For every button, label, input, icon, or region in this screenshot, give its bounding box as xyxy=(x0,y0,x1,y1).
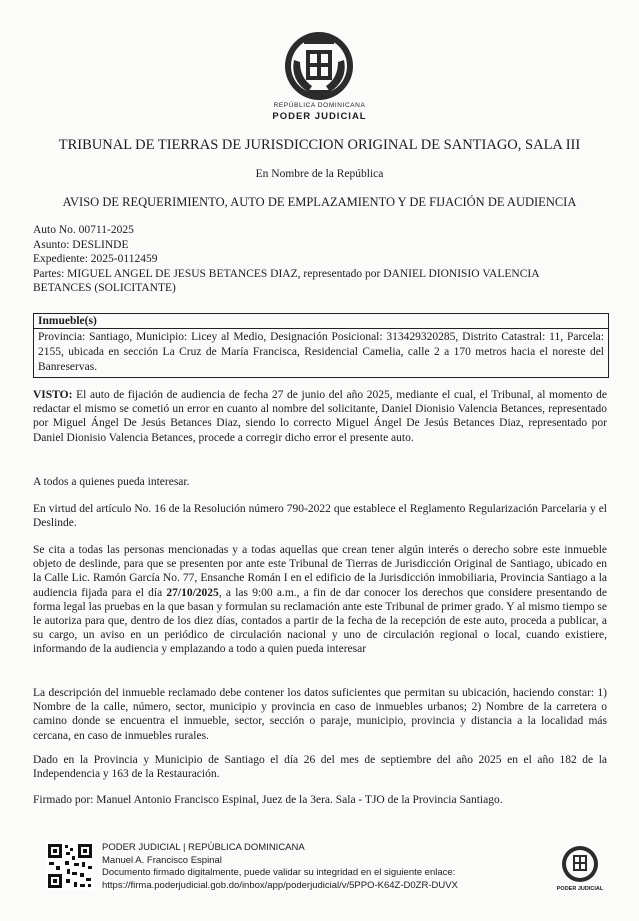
footer-seal-label: PODER JUDICIAL xyxy=(556,886,604,892)
coat-of-arms-small-icon xyxy=(560,844,600,884)
parties-line-1: Partes: MIGUEL ANGEL DE JESUS BETANCES DIAZ, representado por DANIEL DIONISIO VALENCIA xyxy=(33,267,540,280)
auto-number: Auto No. 00711-2025 xyxy=(33,224,134,236)
case-file: Expediente: 2025-0112459 xyxy=(33,253,158,265)
qr-code-icon[interactable] xyxy=(46,842,94,890)
to-all-paragraph: A todos a quienes pueda interesar. xyxy=(33,476,190,488)
virtue-paragraph: En virtud del artículo No. 16 de la Resolución número 790-2022 que establece el Reglamento Regularización Parcelaria y el Deslinde. xyxy=(33,503,607,530)
visto-label: VISTO: xyxy=(33,389,73,401)
footer-signer: Manuel A. Francisco Espinal xyxy=(102,854,222,866)
property-description: Provincia: Santiago, Municipio: Licey al Medio, Designación Posicional: 313429320285, Distrito Catastral: 11, Parcela: 2155, ubicada en sección La Cruz de María Francisca, Residencial Camelia, calle 2 a 170 metros hacia el noreste del Banreservas. xyxy=(38,331,604,373)
institution-label: PODER JUDICIAL xyxy=(272,111,367,122)
in-name-line: En Nombre de la República xyxy=(255,168,384,180)
notice-title: AVISO DE REQUERIMIENTO, AUTO DE EMPLAZAMIENTO Y DE FIJACIÓN DE AUDIENCIA xyxy=(62,195,577,209)
case-metadata xyxy=(33,223,613,296)
republic-label: REPÚBLICA DOMINICANA xyxy=(273,102,366,109)
parties-line-2: BETANCES (SOLICITANTE) xyxy=(33,282,176,294)
coat-of-arms-icon xyxy=(282,30,356,104)
citation-part-2: , a las 9:00 a.m., a fin de dar conocer los derechos que considere presentando de forma legal las pruebas en la que basan y formulan su reclamación ante este Tribunal de primer grado. Y al mismo tiempo se le autoriza para que, dentro de los diez días, contados a partir de la fecha de la recepción de este auto, proceda a publicar, a su cargo, un aviso en un periódico de circulación nacional y uno de circulación regional o local, cuando existiere, informando de la audiencia y emplazando a todo a quien pueda interesar xyxy=(33,586,607,656)
visto-paragraph xyxy=(33,388,607,445)
given-paragraph: Dado en la Provincia y Municipio de Santiago el día 26 del mes de septiembre del año 2025 en el año 182 de la Independencia y 163 de la Restauración. xyxy=(33,754,607,781)
footer-validation-link[interactable]: https://firma.poderjudicial.gob.do/inbox/app/poderjudicial/v/5PPO-K64Z-D0ZR-DUVX xyxy=(102,879,458,891)
subject: Asunto: DESLINDE xyxy=(33,238,129,251)
property-heading: Inmueble(s) xyxy=(34,314,608,329)
hearing-date: 27/10/2025 xyxy=(166,586,219,599)
footer-text xyxy=(102,842,458,892)
signed-paragraph: Firmado por: Manuel Antonio Francisco Espinal, Juez de la 3era. Sala - TJO de la Provincia Santiago. xyxy=(33,794,503,806)
court-title: TRIBUNAL DE TIERRAS DE JURISDICCION ORIGINAL DE SANTIAGO, SALA III xyxy=(58,137,581,153)
footer-notice: Documento firmado digitalmente, puede validar su integridad en el siguiente enlace: xyxy=(102,867,456,878)
property-box xyxy=(33,313,609,378)
citation-part-1: Se cita a todas las personas mencionadas y a todas aquellas que crean tener algún interés o derecho sobre este inmueble objeto de deslinde, para que se presenten por ante este Tribunal de Tierras de Jurisdicción Original de Santiago, ubicado en la Calle Lic. Ramón García No. 77, Ensanche Román I en el edificio de la Jurisdicción inmobiliaria, Provincia Santiago a la audiencia fijada para el día xyxy=(33,544,607,599)
description-requirements: La descripción del inmueble reclamado debe contener los datos suficientes que permitan su ubicación, haciendo constar: 1) Nombre de la calle, número, sector, municipio y provincia en caso de inmuebles urbanos; 2) Nombre de la carretera o camino donde se encuentra el inmueble, sector, sección o paraje, municipio, provincia y distancia a la localidad más cercana, en caso de inmuebles rurales. xyxy=(33,687,607,742)
footer-institution: PODER JUDICIAL | REPÚBLICA DOMINICANA xyxy=(102,842,305,853)
citation-paragraph xyxy=(33,543,607,657)
visto-text: El auto de fijación de audiencia de fecha 27 de junio del año 2025, mediante el cual, el Tribunal, al momento de redactar el mismo se cometió un error en cuanto al nombre del solicitante, Daniel Dionisio Valencia Betances, representado por Miguel Ángel De Jesús Betances Diaz, siendo lo correcto Miguel Ángel De Jesús Betances Diaz, representado por Daniel Dionisio Valencia Betances, procede a corregir dicho error el presente auto. xyxy=(33,389,607,444)
